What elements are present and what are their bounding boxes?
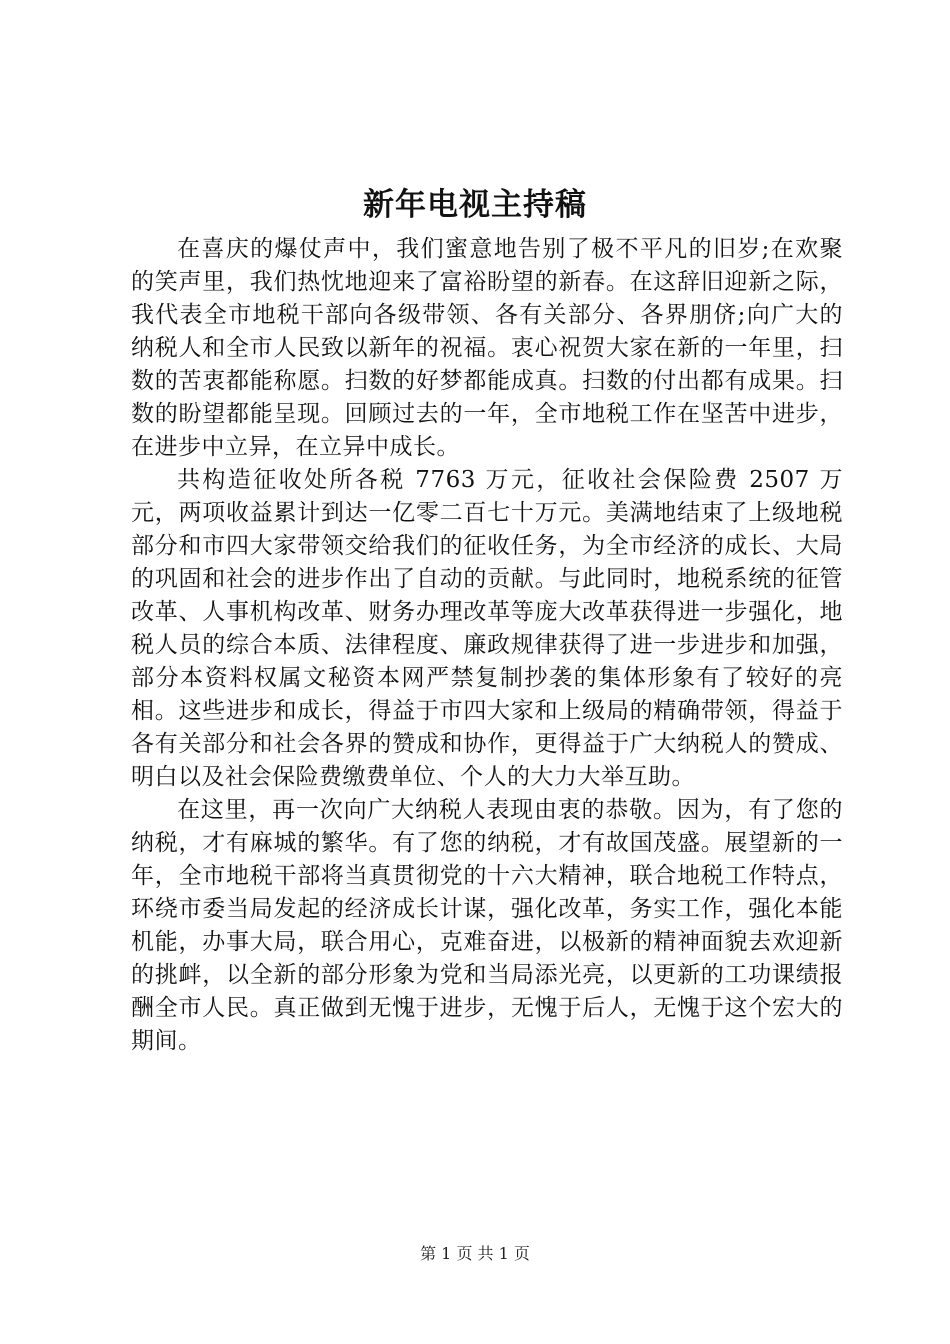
- document-body: [131, 233, 843, 1058]
- paragraph-1: 在喜庆的爆仗声中，我们蜜意地告别了极不平凡的旧岁;在欢聚的笑声里，我们热忱地迎来了富裕盼望的新春。在这辞旧迎新之际，我代表全市地税干部向各级带领、各有关部分、各界朋侪;向广大的纳税人和全市人民致以新年的祝福。衷心祝贺大家在新的一年里，扫数的苦衷都能称愿。扫数的好梦都能成真。扫数的付出都有成果。扫数的盼望都能呈现。回顾过去的一年，全市地税工作在坚苦中进步，在进步中立异，在立异中成长。: [131, 236, 843, 460]
- paragraph-2: 共构造征收处所各税 7763 万元，征收社会保险费 2507 万元，两项收益累计到达一亿零二百七十万元。美满地结束了上级地税部分和市四大家带领交给我们的征收任务，为全市经济的成长、大局的巩固和社会的进步作出了自动的贡献。与此同时，地税系统的征管改革、人事机构改革、财务办理改革等庞大改革获得进一步强化，地税人员的综合本质、法律程度、廉政规律获得了进一步进步和加强，部分本资料权属文秘资本网严禁复制抄袭的集体形象有了较好的亮相。这些进步和成长，得益于市四大家和上级局的精确带领，得益于各有关部分和社会各界的赞成和协作，更得益于广大纳税人的赞成、明白以及社会保险费缴费单位、个人的大力大举互助。: [131, 467, 843, 790]
- paragraph-3: 在这里，再一次向广大纳税人表现由衷的恭敬。因为，有了您的纳税，才有麻城的繁华。有了您的纳税，才有故国茂盛。展望新的一年，全市地税干部将当真贯彻党的十六大精神，联合地税工作特点，环绕市委当局发起的经济成长计谋，强化改革，务实工作，强化本能机能，办事大局，联合用心，克难奋进，以极新的精神面貌去欢迎新的挑衅，以全新的部分形象为党和当局添光亮，以更新的工功课绩报酬全市人民。真正做到无愧于进步，无愧于后人，无愧于这个宏大的期间。: [131, 797, 843, 1054]
- page-footer: 第 1 页 共 1 页: [420, 1244, 530, 1263]
- document-title: 新年电视主持稿: [363, 187, 587, 223]
